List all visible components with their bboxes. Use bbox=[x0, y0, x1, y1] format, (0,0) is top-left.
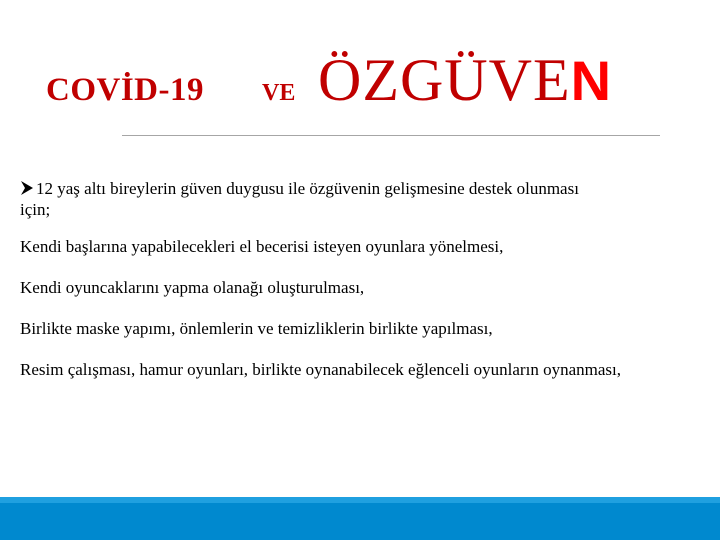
footer-stripe bbox=[0, 497, 720, 503]
lead-paragraph bbox=[20, 178, 690, 220]
lead-line-2: için; bbox=[20, 200, 51, 219]
title-ozguven bbox=[318, 46, 612, 115]
list-item: Kendi başlarına yapabilecekleri el becerisi isteyen oyunlara yönelmesi, bbox=[20, 237, 504, 256]
slide-body bbox=[20, 178, 690, 400]
list-item: Kendi oyuncaklarını yapma olanağı oluşturulması, bbox=[20, 278, 365, 297]
list-item: Resim çalışması, hamur oyunları, birlikte oynanabilecek eğlenceli oyunların oynanması, bbox=[20, 360, 621, 379]
arrow-bullet-icon bbox=[20, 180, 34, 196]
title-n-letter: N bbox=[570, 49, 613, 112]
title-ve: VE bbox=[262, 80, 296, 106]
title-covid: COVİD-19 bbox=[46, 72, 204, 108]
lead-line-1: 12 yaş altı bireylerin güven duygusu ile özgüvenin gelişmesine destek olunması bbox=[36, 179, 579, 198]
list-item: Birlikte maske yapımı, önlemlerin ve temizliklerin birlikte yapılması, bbox=[20, 319, 493, 338]
title-divider bbox=[122, 135, 660, 136]
footer-bar bbox=[0, 497, 720, 540]
title-ozguve-text: ÖZGÜVE bbox=[318, 47, 571, 113]
slide-title bbox=[46, 46, 686, 118]
